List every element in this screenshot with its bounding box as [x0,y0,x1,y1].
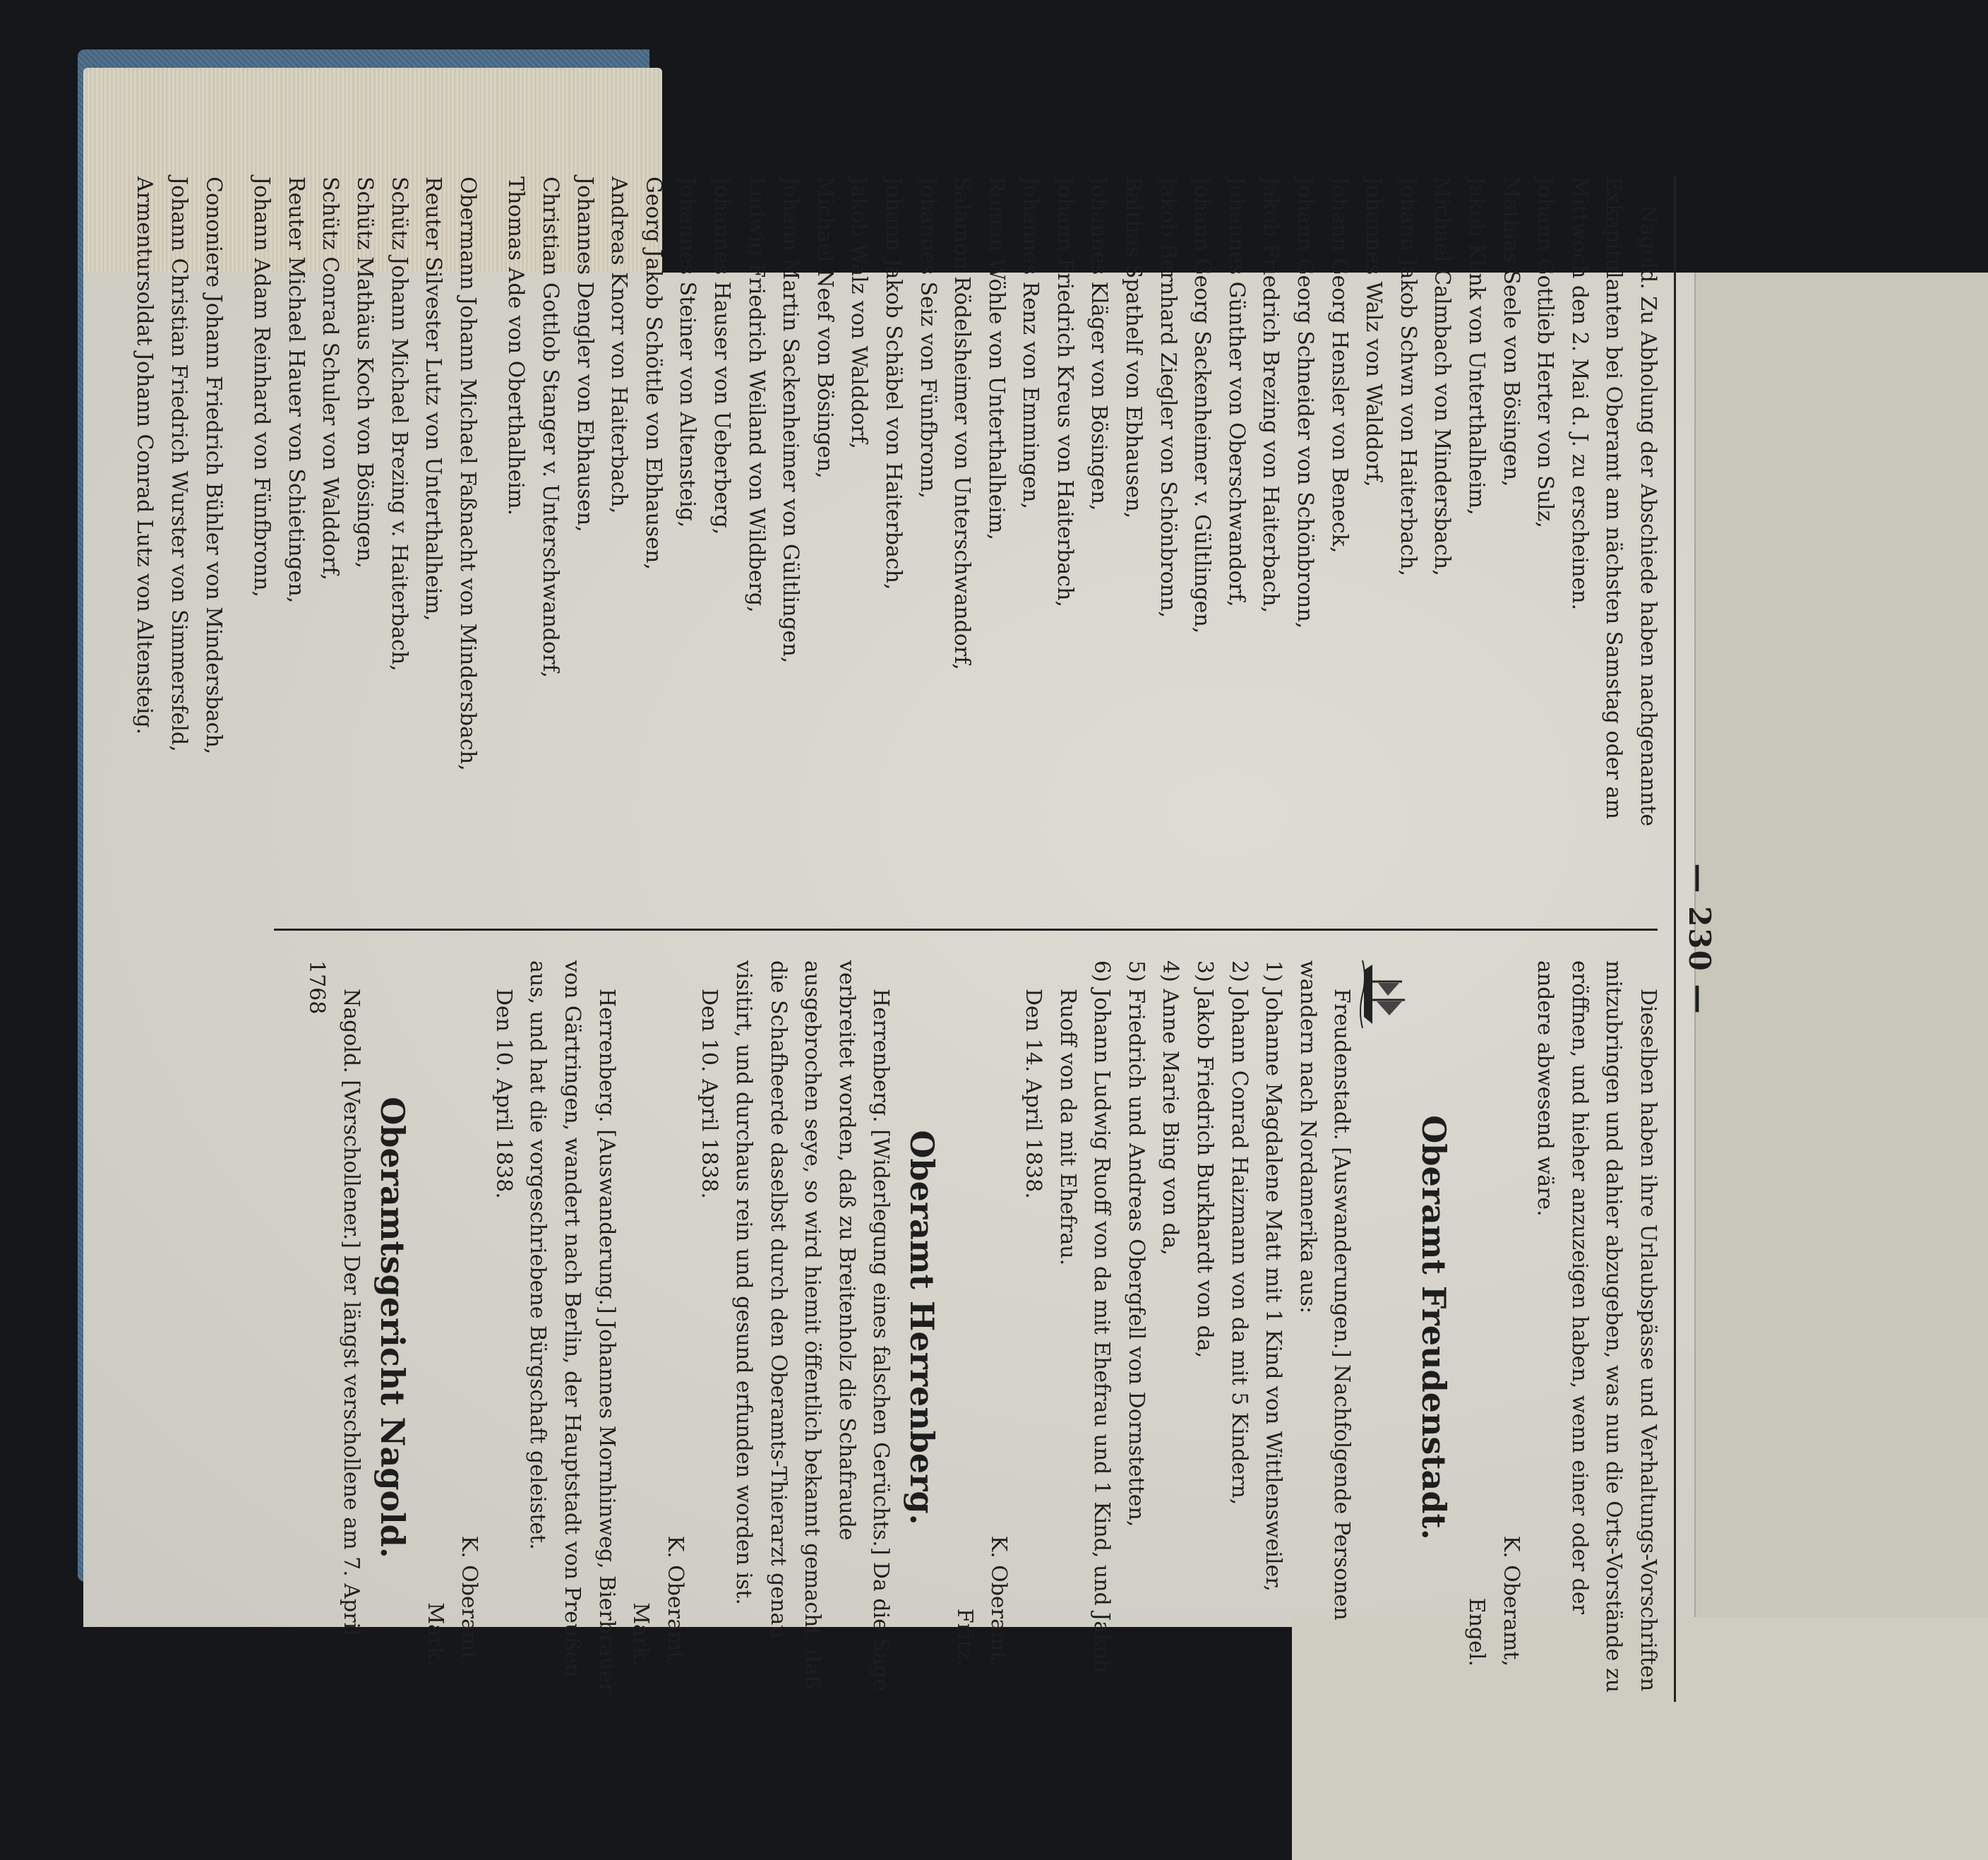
paragraph-gap [230,177,244,911]
text-line: Jakob Bernhard Ziegler von Schönbronn, [1155,177,1180,618]
text-line: Schütz Conrad Schuler von Walddorf, [318,177,343,580]
text-line: Johann Georg Hensler von Beneck, [1327,177,1352,554]
text-line: K. Oberamt, [662,1535,688,1667]
text-line: Michael Calmbach von Mindersbach, [1430,177,1455,576]
text-line: Johann Jakob Schwn von Haiterbach, [1395,177,1420,576]
text-line: Mark. [628,1602,654,1667]
text-line: Nagold. Zu Abholung der Abschiede haben nachgenannte Exkapitulanten bei Oberamt am nächsten Samstag oder am Mittwoch den 2. Mai d. J. zu erscheinen. [1567,177,1660,827]
printed-text-area [132,155,1723,1723]
right-column [299,960,1665,1695]
text-line: Balthas Spathelf von Ebhausen, [1121,177,1146,519]
text-line: Den 14. April 1838. [1021,989,1046,1199]
text-line: K. Oberamt, [457,1535,482,1667]
text-line: Michael Neef von Bösingen, [812,177,837,479]
text-line: Fritz. [952,1608,977,1667]
column-separator [274,929,1658,931]
text-line: Jakob Friedrich Brezing von Haiterbach, [1258,177,1283,614]
text-line: Jakob Klink von Unterthalheim, [1464,177,1490,515]
text-line: K. Oberamt, [1498,1535,1523,1667]
text-line: Herrenberg. [Auswanderung.] Johannes Mornhinweg, Bierbrauer von Gärtringen, wandert nach Berlin, der Hauptstadt von Preußen aus, und hat die vorgeschriebene Bürgschaft geleistet. [525,960,619,1693]
text-line: Armentursoldat Johann Conrad Lutz von Altensteig. [132,177,157,735]
text-line: Andreas Knorr von Haiterbach, [606,177,632,514]
text-line: Schütz Johann Michael Brezing v. Haiterbach, [386,177,412,672]
text-line: 3) Jakob Friedrich Burkhardt von da, [1192,960,1218,1359]
text-line: 2) Johann Conrad Haizmann von da mit 5 Kindern, [1226,960,1252,1506]
text-line: Christian Gottlob Stanger v. Unterschwandorf, [538,177,563,678]
text-line: Herrenberg. [Widerlegung eines falschen Gerüchts.] Da die Sage verbreitet worden, daß zu Breitenholz die Schafraude ausgebrochen seye, so wird hiemit öffentlich bekannt gemacht, daß die Schafheerde daselbst durch den Oberamts-Thierarzt genau visitirt, und durchaus rein und gesund erfunden worden ist. [731,960,894,1691]
section-heading: Oberamt Freudenstadt. [1415,1115,1454,1540]
text-line: Johann Georg Sackenheimer v. Gültlingen, [1190,177,1215,634]
text-line: Cononiere Johann Friedrich Bühler von Mindersbach, [200,177,226,755]
text-line: 1) Johanne Magdalene Matt mit 1 Kind von Wittlensweiler, [1261,960,1286,1592]
text-line: Johann Adam Reinhard von Fünfbronn, [249,177,275,597]
section-heading: Oberamt Herrenberg. [903,1130,942,1525]
paragraph-gap [484,177,498,911]
text-line: Thomas Ade von Oberthalheim. [503,177,529,516]
text-line: Johannes Renz von Emmingen, [1018,177,1043,510]
text-line: Johann Friedrich Kreus von Haiterbach, [1052,177,1077,607]
text-line: Johannes Dengler von Ebhausen, [572,177,597,532]
text-line: Den 10. April 1838. [491,989,516,1199]
text-line: Engel. [1464,1597,1490,1667]
text-line: Jakob Walz von Walddorf, [846,177,872,449]
text-line: Johann Christian Friedrich Wurster von Simmersfeld, [167,177,192,752]
page-number: — 230 — [1682,863,1717,1015]
section-heading: Oberamtsgericht Nagold. [373,1097,412,1558]
text-line: Johannes Walz von Walddorf, [1361,177,1387,487]
text-line: 5) Friedrich und Andreas Obergfell von Dornstetten, [1123,960,1149,1527]
text-line: Freudenstadt. [Auswanderungen.] Nachfolgende Personen wandern nach Nordamerika aus: [1295,960,1355,1621]
left-column [127,177,1665,911]
text-line: Johannes Seiz von Fünfbronn, [915,177,940,499]
text-line: K. Oberamt, [986,1535,1012,1667]
text-line: Johann Georg Schneider von Schönbronn, [1293,177,1318,629]
text-line: Johannes Kläger von Bösingen, [1086,177,1112,511]
header-rule [1674,177,1676,1702]
text-line: Ludwig Friedrich Weiland von Wildberg, [743,177,769,613]
text-line: Obermann Johann Michael Faßnacht von Mindersbach, [455,177,480,771]
text-line: Johannes Steiner von Altensteig, [675,177,700,528]
text-line: Reuter Silvester Lutz von Unterthalheim, [421,177,446,621]
ship-icon [1358,960,1409,1028]
text-line: Georg Jakob Schöttle von Ebhausen, [640,177,666,570]
text-line: Mathias Seele von Bösingen, [1498,177,1523,487]
text-line: Schütz Mathäus Koch von Bösingen, [352,177,378,568]
text-line: Den 10. April 1838. [697,989,722,1199]
text-line: Salamon Rödelsheimer von Unterschwandorf, [950,177,975,670]
text-line: Johann Gottlieb Herter von Sulz, [1533,177,1558,528]
text-line: Roman Wöhle von Unterthalheim, [983,177,1009,541]
text-line: Reuter Michael Hauer von Schietingen, [283,177,309,604]
text-line: Johann Martin Sackenheimer von Gültlingen, [778,177,803,664]
text-line: 4) Anne Marie Bing von da, [1158,960,1183,1256]
text-line: 6) Johann Ludwig Ruoff von da mit Ehefrau und 1 Kind, und Jakob Ruoff von da mit Ehefrau. [1055,960,1115,1673]
text-line: Johann Jakob Schäbel von Haiterbach, [880,177,906,590]
text-line: Johannes Hauser von Ueberberg, [709,177,734,535]
text-line: Johannes Günther von Oberschwandorf, [1223,177,1249,607]
text-line: Nagold. [Verschollener.] Der längst verschollene am 7. April 1768 [304,960,364,1636]
text-line: Dieselben haben ihre Urlaubspässe und Verhaltungs-Vorschriften mitzubringen und dahier abzugeben, was nun die Orts-Vorstände zu eröffnen, und hieher anzuzeigen haben, wenn einer oder der andere abwesend wäre. [1533,960,1660,1693]
text-line: Mark. [422,1602,448,1667]
